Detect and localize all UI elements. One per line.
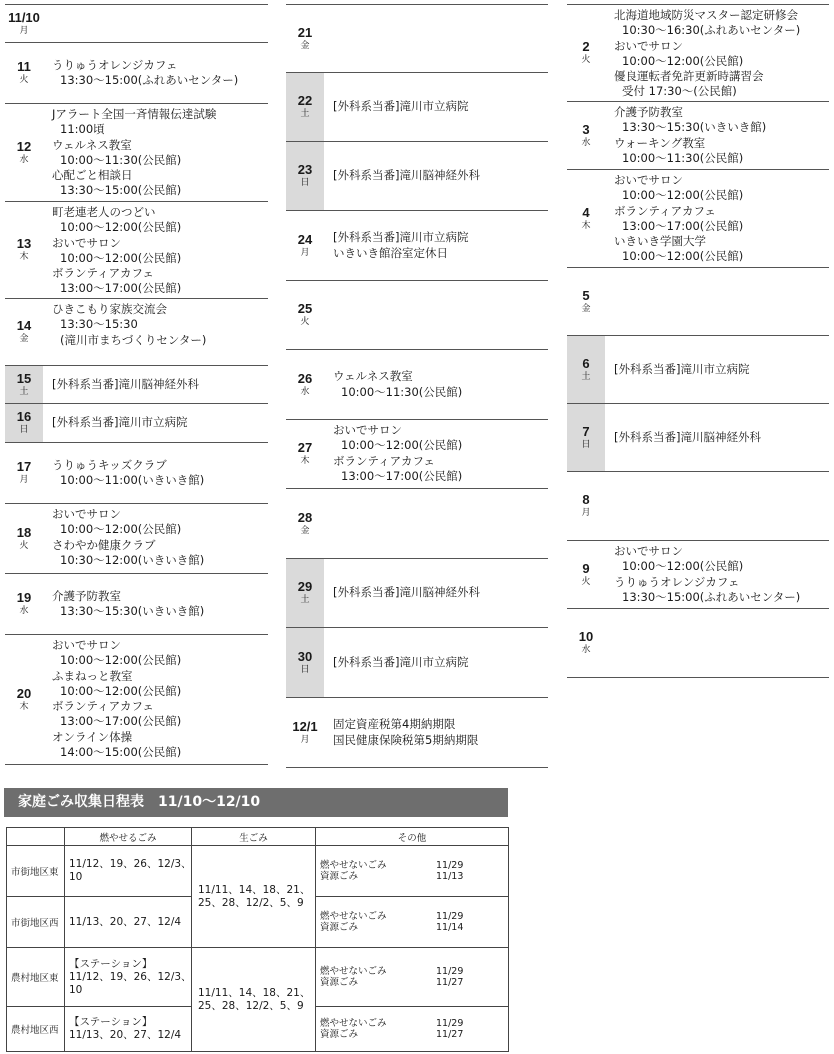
weekday: 水: [19, 606, 29, 616]
calendar-day-row: [567, 102, 829, 170]
weekday: 月: [300, 734, 310, 745]
event-line: (滝川市まちづくりセンター): [60, 332, 207, 347]
calendar-column-3: [567, 4, 829, 678]
date-label: [286, 489, 324, 558]
calendar-day-row: [5, 504, 268, 574]
day-events: [324, 211, 548, 280]
event-line: [外科系当番]滝川脳神経外科: [614, 429, 761, 444]
day-number: 3: [582, 121, 590, 137]
day-events: [43, 202, 268, 298]
calendar-day-row: [286, 4, 548, 73]
calendar-day-row: [286, 211, 548, 281]
calendar-day-row: [567, 472, 829, 541]
event-line: オンライン体操: [52, 729, 133, 744]
date-label: [5, 202, 43, 298]
event-line: うりゅうオレンジカフェ: [614, 574, 740, 589]
date-label: [567, 5, 605, 101]
date-label: [567, 404, 605, 471]
weekday: 水: [300, 386, 310, 397]
calendar-day-row: [567, 541, 829, 609]
day-events: [605, 541, 829, 608]
burnable-dates: 11/12、19、26、12/3、 10: [65, 846, 192, 897]
weekday: 火: [581, 55, 591, 65]
area-label: 市街地区西: [7, 897, 65, 948]
weekday: 木: [19, 252, 29, 262]
calendar-column-1: [5, 4, 268, 765]
day-number: 30: [297, 648, 313, 664]
event-line: [外科系当番]滝川市立病院: [333, 230, 469, 245]
day-number: 22: [297, 93, 313, 108]
day-events: [605, 102, 829, 169]
day-events: [43, 366, 268, 403]
weekday: 金: [19, 334, 29, 344]
weekday: 金: [300, 525, 310, 536]
day-events: [324, 420, 548, 488]
date-label: [567, 170, 605, 267]
day-events: [605, 404, 829, 471]
event-line: ウェルネス教室: [52, 137, 132, 152]
day-events: [605, 609, 829, 677]
weekday: 木: [581, 220, 591, 231]
date-label: [567, 472, 605, 540]
day-number: 2: [582, 39, 590, 54]
event-line: おいでサロン: [614, 544, 683, 558]
calendar-day-row: [567, 4, 829, 102]
event-line: ふまねっと教室: [52, 668, 133, 683]
calendar-day-row: [286, 350, 548, 420]
event-line: 13:00〜17:00(公民館): [622, 218, 744, 233]
day-number: 18: [16, 524, 32, 540]
day-number: 8: [582, 492, 590, 507]
event-line: 10:00〜11:00(いきいき館): [60, 473, 205, 487]
weekday: 土: [581, 371, 591, 382]
day-events: [605, 170, 829, 267]
date-label: [286, 698, 324, 767]
day-events: [43, 574, 268, 634]
date-label: [5, 443, 43, 503]
event-line: 10:00〜12:00(公民館): [60, 683, 182, 698]
day-events: [43, 404, 268, 442]
event-line: いきいき館浴室定休日: [333, 245, 448, 260]
day-events: [324, 489, 548, 558]
area-label: 農村地区西: [7, 1007, 65, 1052]
date-label: [286, 211, 324, 280]
weekday: 土: [19, 386, 29, 397]
calendar-day-row: [567, 404, 829, 472]
calendar-day-row: [286, 628, 548, 698]
day-events: [324, 5, 548, 72]
day-events: [324, 73, 548, 141]
calendar-day-row: [286, 489, 548, 559]
day-number: 24: [297, 231, 313, 247]
weekday: 火: [19, 540, 29, 551]
calendar-day-row: [567, 268, 829, 336]
event-line: 13:30〜15:00(ふれあいセンター): [60, 73, 239, 87]
event-line: 10:00〜12:00(公民館): [622, 188, 744, 203]
day-number: 21: [297, 24, 313, 40]
date-label: [5, 635, 43, 764]
event-line: 介護予防教室: [614, 105, 683, 119]
event-line: Jアラート全国一斉情報伝達試験: [52, 107, 217, 121]
day-events: [324, 142, 548, 210]
weekday: 水: [581, 645, 591, 655]
date-label: [286, 420, 324, 488]
date-label: [286, 142, 324, 210]
event-line: ひきこもり家族交流会: [52, 302, 167, 316]
burnable-dates: 【ステーション】 11/13、20、27、12/4: [65, 1007, 192, 1052]
garbage-schedule-title: 家庭ごみ収集日程表 11/10〜12/10: [4, 788, 508, 817]
day-events: [43, 5, 268, 42]
event-line: 心配ごと相談日: [52, 168, 133, 183]
event-line: [外科系当番]滝川市立病院: [333, 99, 469, 114]
calendar-day-row: [5, 104, 268, 202]
event-line: 13:30〜15:30(いきいき館): [60, 604, 205, 618]
garbage-schedule-table: [6, 827, 509, 1052]
event-line: 10:00〜11:30(公民館): [341, 384, 463, 399]
weekday: 水: [19, 154, 29, 165]
event-line: 10:30〜16:30(ふれあいセンター): [622, 23, 801, 38]
date-label: [567, 102, 605, 169]
weekday: 日: [300, 178, 310, 188]
calendar-day-row: [5, 43, 268, 104]
other-dates: 燃やせないごみ 11/29 資源ごみ 11/27: [316, 948, 509, 1007]
event-line: 13:30〜15:30(いきいき館): [622, 120, 767, 135]
event-line: ウォーキング教室: [614, 135, 706, 150]
event-line: 13:00〜17:00(公民館): [60, 714, 182, 729]
day-number: 5: [582, 287, 590, 303]
event-line: おいでサロン: [52, 235, 121, 250]
event-line: うりゅうオレンジカフェ: [52, 57, 178, 72]
day-number: 29: [297, 579, 313, 594]
event-line: さわやか健康クラブ: [52, 537, 156, 552]
raw-garbage-dates: 11/11、14、18、21、 25、28、12/2、5、9: [192, 846, 316, 948]
event-line: [外科系当番]滝川市立病院: [333, 654, 469, 669]
calendar-day-row: [5, 366, 268, 404]
date-label: [5, 504, 43, 573]
weekday: 火: [300, 317, 310, 327]
weekday: 土: [300, 595, 310, 605]
day-number: 11/10: [8, 9, 40, 25]
event-line: 受付 17:30〜(公民館): [622, 84, 737, 99]
day-number: 14: [16, 318, 32, 333]
calendar-day-row: [567, 609, 829, 678]
day-number: 23: [297, 162, 313, 177]
day-number: 19: [16, 590, 32, 605]
day-number: 26: [297, 370, 313, 386]
event-line: 10:00〜12:00(公民館): [622, 53, 744, 68]
header-burnable: 燃やせるごみ: [65, 828, 192, 846]
day-number: 7: [582, 423, 590, 439]
event-line: 10:00〜12:00(公民館): [60, 220, 182, 235]
date-label: [5, 104, 43, 201]
table-header-row: [7, 828, 509, 846]
event-line: 10:00〜11:30(公民館): [60, 152, 182, 167]
day-events: [43, 504, 268, 573]
event-line: 10:00〜12:00(公民館): [60, 522, 182, 537]
date-label: [5, 366, 43, 403]
date-label: [286, 350, 324, 419]
table-row: [7, 846, 509, 897]
day-number: 4: [582, 204, 590, 220]
weekday: 月: [581, 508, 591, 518]
event-line: 10:00〜12:00(公民館): [622, 249, 744, 264]
day-events: [324, 628, 548, 697]
day-events: [43, 43, 268, 103]
day-events: [43, 299, 268, 365]
day-events: [605, 268, 829, 335]
weekday: 火: [19, 75, 29, 85]
other-dates: 燃やせないごみ 11/29 資源ごみ 11/13: [316, 846, 509, 897]
event-line: ボランティアカフェ: [52, 699, 154, 714]
date-label: [567, 268, 605, 335]
day-events: [605, 5, 829, 101]
event-line: 10:00〜12:00(公民館): [622, 559, 744, 574]
calendar-day-row: [5, 443, 268, 504]
calendar-day-row: [5, 299, 268, 366]
calendar-day-row: [5, 635, 268, 765]
date-label: [286, 559, 324, 627]
day-number: 12/1: [292, 718, 318, 734]
event-line: 10:00〜12:00(公民館): [60, 653, 182, 668]
raw-garbage-dates: 11/11、14、18、21、 25、28、12/2、5、9: [192, 948, 316, 1052]
event-line: ボランティアカフェ: [333, 453, 435, 468]
day-number: 12: [16, 138, 32, 154]
day-events: [324, 559, 548, 627]
day-number: 9: [582, 560, 590, 576]
day-events: [605, 472, 829, 540]
day-number: 27: [297, 440, 313, 455]
date-label: [5, 5, 43, 42]
event-line: ボランティアカフェ: [614, 203, 716, 218]
day-events: [324, 350, 548, 419]
weekday: 土: [300, 109, 310, 119]
weekday: 火: [581, 576, 591, 587]
weekday: 月: [19, 475, 29, 485]
event-line: [外科系当番]滝川脳神経外科: [333, 168, 480, 183]
burnable-dates: 11/13、20、27、12/4: [65, 897, 192, 948]
event-line: 北海道地域防災マスター認定研修会: [614, 8, 798, 22]
weekday: 金: [581, 303, 591, 314]
day-events: [605, 336, 829, 403]
calendar-day-row: [5, 574, 268, 635]
weekday: 月: [19, 25, 29, 36]
day-number: 28: [297, 509, 313, 525]
header-raw: 生ごみ: [192, 828, 316, 846]
event-line: [外科系当番]滝川市立病院: [52, 415, 188, 430]
day-number: 15: [16, 370, 32, 386]
day-events: [43, 635, 268, 764]
date-label: [286, 281, 324, 349]
event-line: ボランティアカフェ: [52, 266, 154, 281]
day-number: 6: [582, 355, 590, 371]
weekday: 日: [581, 439, 591, 450]
weekday: 日: [19, 425, 29, 435]
event-line: 優良運転者免許更新時講習会: [614, 69, 764, 84]
date-label: [286, 5, 324, 72]
event-line: おいでサロン: [333, 423, 402, 437]
date-label: [286, 73, 324, 141]
day-number: 10: [578, 629, 594, 644]
event-line: 13:30〜15:00(ふれあいセンター): [622, 589, 801, 604]
weekday: 木: [19, 701, 29, 712]
day-events: [324, 281, 548, 349]
calendar-day-row: [286, 281, 548, 350]
event-line: おいでサロン: [614, 173, 683, 187]
event-line: [外科系当番]滝川脳神経外科: [52, 376, 199, 391]
calendar-day-row: [5, 4, 268, 43]
weekday: 木: [300, 456, 310, 466]
weekday: 日: [300, 664, 310, 675]
event-line: 13:00〜17:00(公民館): [341, 468, 463, 483]
day-events: [324, 698, 548, 767]
day-number: 25: [297, 301, 313, 316]
day-events: [43, 104, 268, 201]
area-label: 農村地区東: [7, 948, 65, 1007]
event-line: 10:00〜12:00(公民館): [60, 250, 182, 265]
event-line: [外科系当番]滝川脳神経外科: [333, 585, 480, 600]
calendar-day-row: [5, 404, 268, 443]
event-line: 13:30〜15:00(公民館): [60, 183, 182, 198]
calendar-day-row: [286, 73, 548, 142]
day-number: 11: [17, 59, 31, 74]
calendar-day-row: [567, 336, 829, 404]
date-label: [5, 43, 43, 103]
event-line: いきいき学園大学: [614, 234, 706, 249]
date-label: [5, 404, 43, 442]
date-label: [567, 336, 605, 403]
day-events: [43, 443, 268, 503]
day-number: 16: [16, 409, 32, 424]
date-label: [567, 609, 605, 677]
calendar-day-row: [286, 698, 548, 768]
weekday: 水: [581, 137, 591, 148]
event-line: ウェルネス教室: [333, 369, 413, 384]
burnable-dates: 【ステーション】 11/12、19、26、12/3、 10: [65, 948, 192, 1007]
table-row: [7, 948, 509, 1007]
other-dates: 燃やせないごみ 11/29 資源ごみ 11/14: [316, 897, 509, 948]
event-line: 11:00頃: [60, 122, 105, 137]
event-line: 13:30〜15:30: [60, 317, 138, 332]
event-line: 10:00〜11:30(公民館): [622, 150, 744, 165]
header-other: その他: [316, 828, 509, 846]
date-label: [286, 628, 324, 697]
date-label: [567, 541, 605, 608]
event-line: [外科系当番]滝川市立病院: [614, 361, 750, 376]
calendar-day-row: [567, 170, 829, 268]
area-label: 市街地区東: [7, 846, 65, 897]
day-number: 17: [16, 459, 32, 474]
event-line: 介護予防教室: [52, 588, 121, 603]
event-line: おいでサロン: [52, 507, 121, 521]
calendar-column-2: [286, 4, 548, 768]
event-line: おいでサロン: [52, 638, 121, 652]
event-line: 10:30〜12:00(いきいき館): [60, 552, 205, 567]
day-number: 20: [16, 685, 32, 701]
event-line: おいでサロン: [614, 38, 683, 53]
date-label: [5, 574, 43, 634]
calendar-day-row: [286, 420, 548, 489]
event-line: 固定資産税第4期納期限: [333, 717, 456, 732]
weekday: 月: [300, 247, 310, 258]
event-line: 10:00〜12:00(公民館): [341, 438, 463, 453]
date-label: [5, 299, 43, 365]
event-line: 町老連老人のつどい: [52, 205, 156, 219]
event-line: 13:00〜17:00(公民館): [60, 281, 182, 296]
event-line: 国民健康保険税第5期納期限: [333, 732, 479, 747]
calendar-day-row: [5, 202, 268, 299]
weekday: 金: [300, 40, 310, 51]
event-line: うりゅうキッズクラブ: [52, 457, 167, 472]
day-number: 13: [16, 236, 32, 251]
event-line: 14:00〜15:00(公民館): [60, 745, 182, 760]
other-dates: 燃やせないごみ 11/29 資源ごみ 11/27: [316, 1007, 509, 1052]
calendar-day-row: [286, 559, 548, 628]
calendar-day-row: [286, 142, 548, 211]
